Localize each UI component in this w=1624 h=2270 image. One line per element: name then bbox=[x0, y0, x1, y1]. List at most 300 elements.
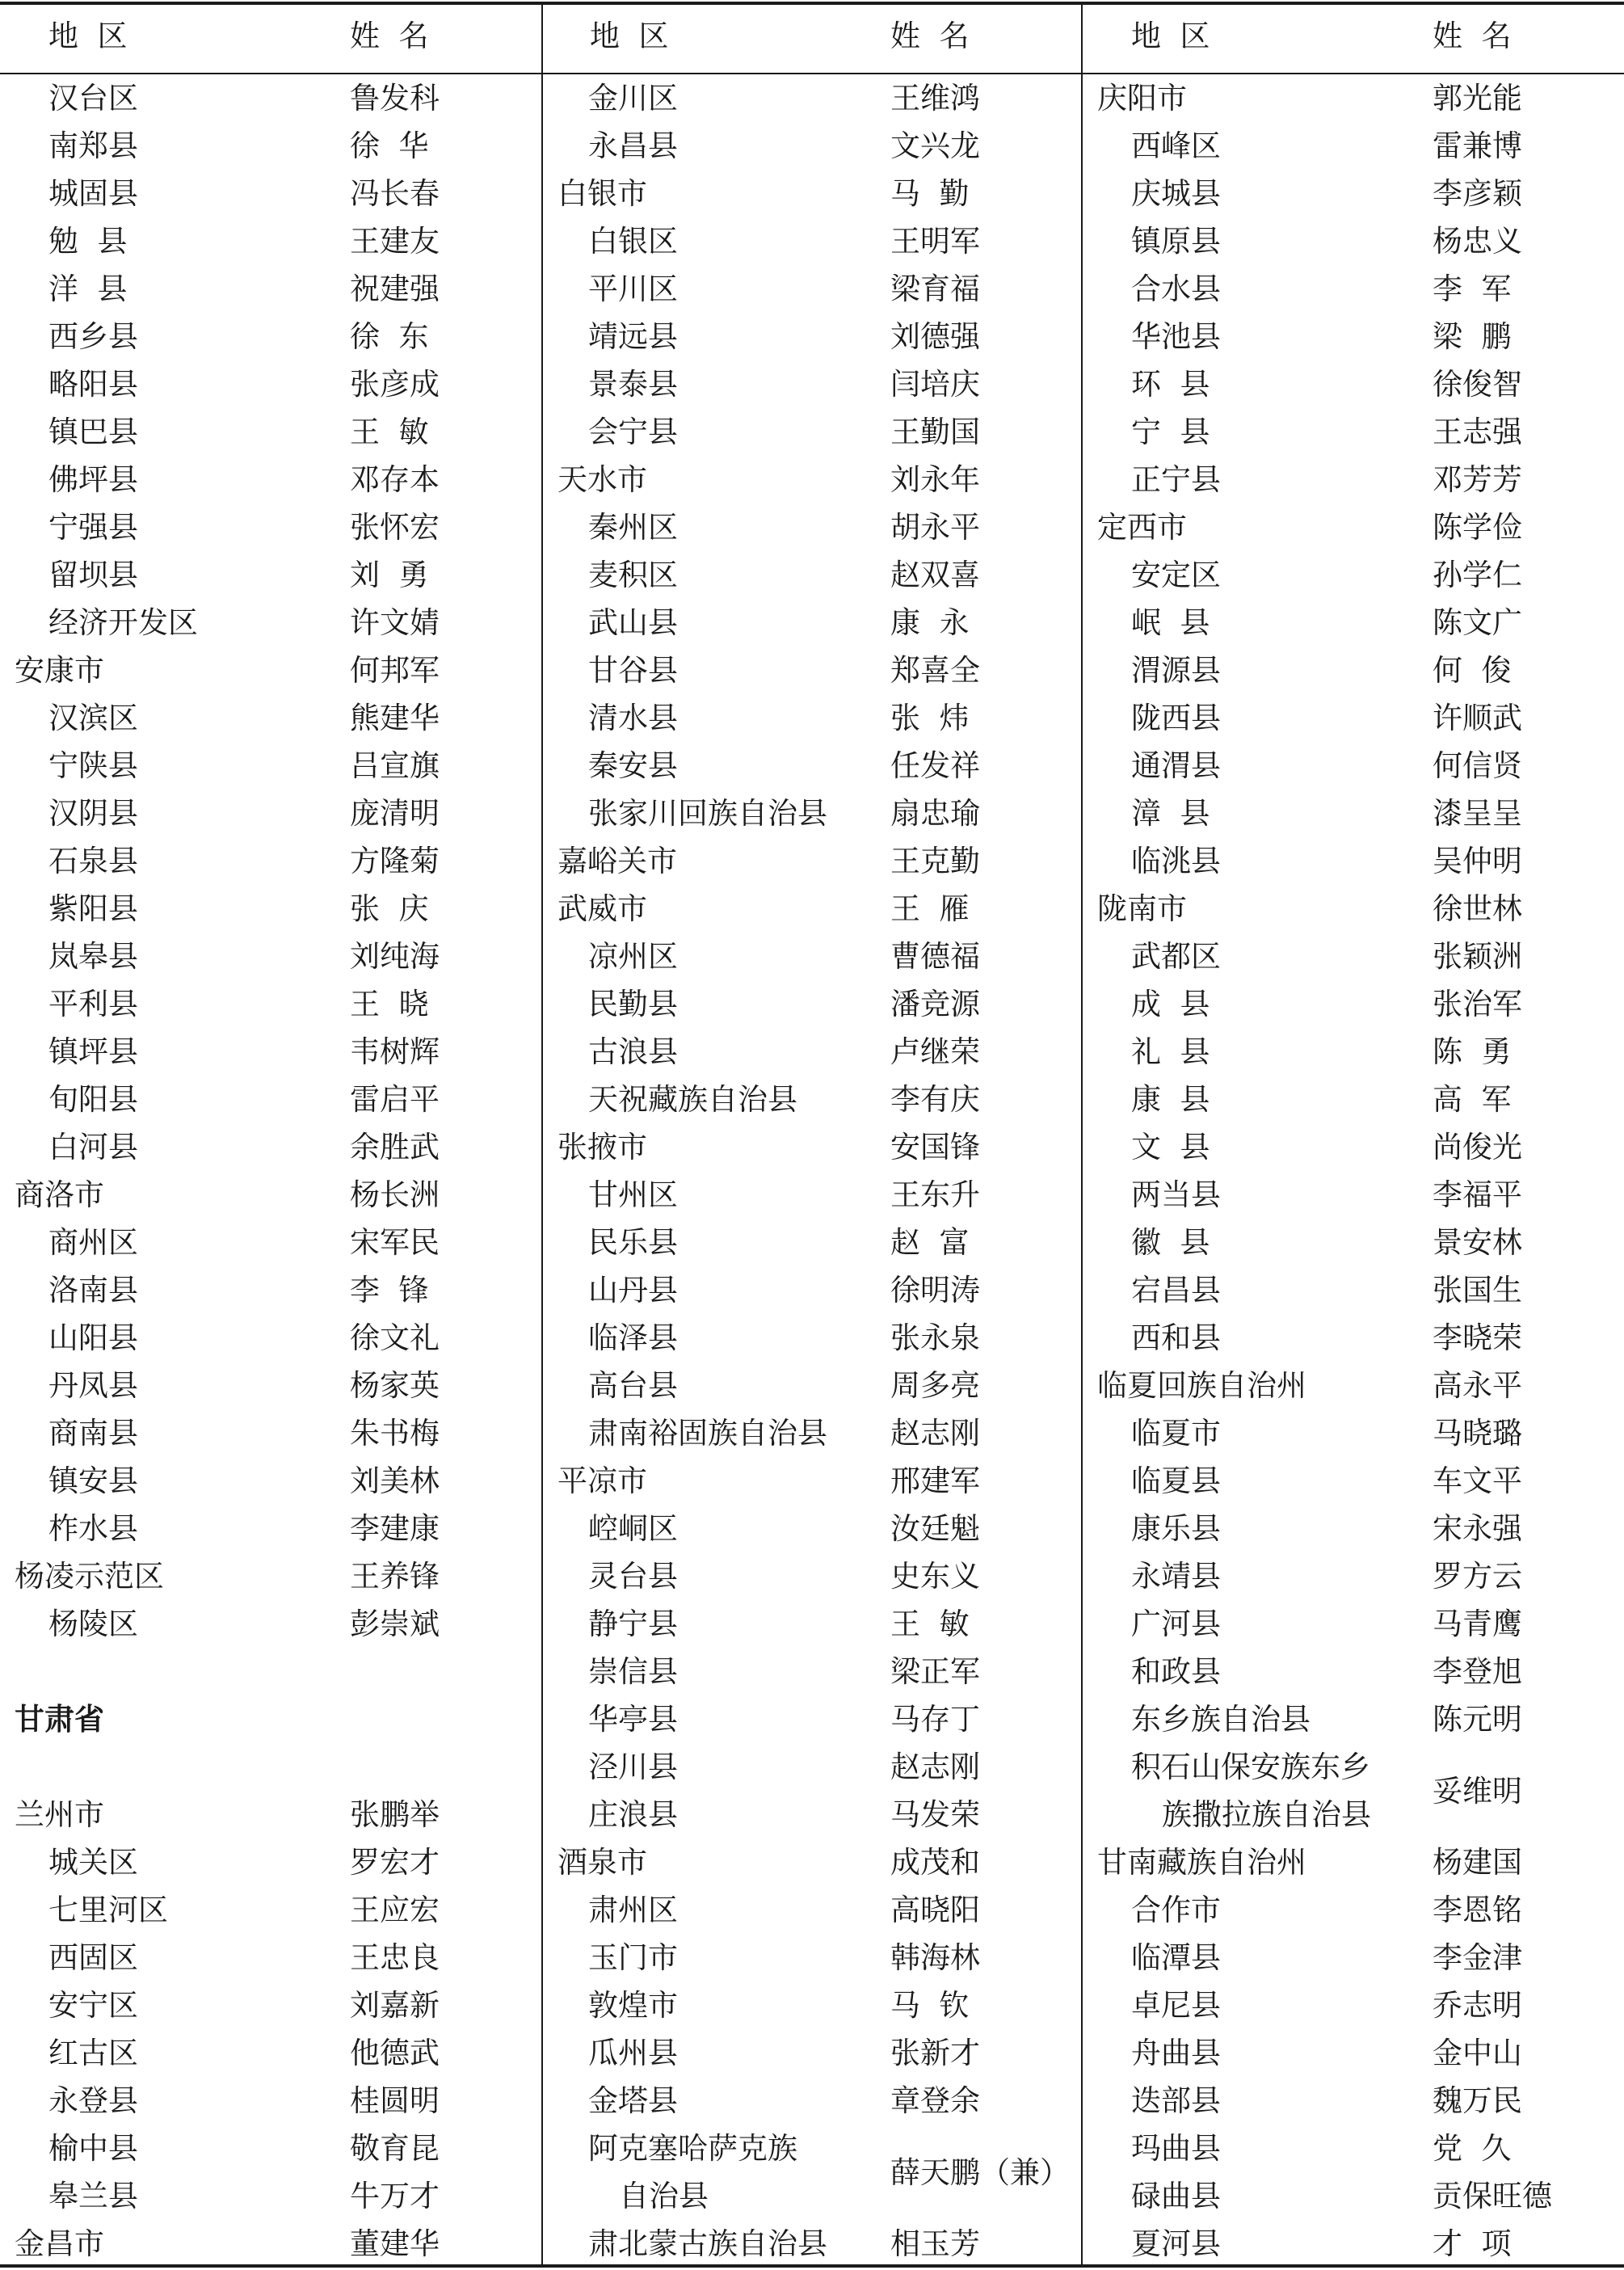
name-cell: 马存丁 bbox=[890, 1702, 980, 1737]
table-row bbox=[543, 599, 1076, 646]
table-top-rule bbox=[0, 2, 1624, 5]
region-cell: 康乐县 bbox=[1131, 1511, 1221, 1546]
name-cell: 张鹏举 bbox=[350, 1797, 440, 1832]
table-row bbox=[543, 313, 1076, 360]
name-cell: 许顺武 bbox=[1433, 701, 1522, 735]
table-row bbox=[0, 2077, 533, 2125]
region-cell: 夏河县 bbox=[1131, 2226, 1221, 2261]
region-cell: 山丹县 bbox=[588, 1273, 678, 1308]
region-cell: 丹凤县 bbox=[48, 1368, 138, 1403]
region-cell: 甘州区 bbox=[588, 1177, 678, 1212]
region-cell: 民勤县 bbox=[588, 987, 678, 1021]
table-row bbox=[1083, 217, 1616, 265]
table-row bbox=[543, 1982, 1076, 2029]
name-cell: 孙学仁 bbox=[1433, 558, 1522, 592]
region-cell: 正宁县 bbox=[1131, 462, 1221, 497]
region-cell: 临潭县 bbox=[1131, 1940, 1221, 1975]
region-cell: 静宁县 bbox=[588, 1607, 678, 1641]
table-row bbox=[543, 1934, 1076, 1982]
table-row bbox=[543, 790, 1076, 837]
region-cell: 华池县 bbox=[1131, 319, 1221, 354]
region-cell: 甘肃省 bbox=[15, 1701, 104, 1737]
table-row bbox=[1083, 1314, 1616, 1362]
name-cell: 刘 勇 bbox=[350, 558, 429, 592]
region-cell: 庆阳市 bbox=[1097, 81, 1187, 116]
table-row bbox=[0, 790, 533, 837]
table-row bbox=[1083, 742, 1616, 790]
table-row bbox=[0, 1457, 533, 1505]
region-cell: 定西市 bbox=[1097, 510, 1187, 545]
name-cell: 吴仲明 bbox=[1433, 844, 1522, 878]
table-row bbox=[543, 1409, 1076, 1457]
table-row bbox=[0, 1600, 533, 1648]
name-cell: 卢继荣 bbox=[890, 1034, 980, 1069]
region-cell: 平凉市 bbox=[557, 1463, 647, 1498]
table-row bbox=[0, 885, 533, 933]
header-name: 姓 名 bbox=[1433, 19, 1512, 53]
name-cell: 王建友 bbox=[350, 224, 440, 259]
region-cell: 泾川县 bbox=[588, 1750, 678, 1784]
table-row bbox=[1083, 790, 1616, 837]
table-row bbox=[1083, 551, 1616, 599]
region-cell: 宁 县 bbox=[1131, 415, 1210, 449]
name-cell: 马晓璐 bbox=[1433, 1416, 1522, 1451]
table-row bbox=[543, 1695, 1076, 1743]
table-row bbox=[0, 646, 533, 694]
table-row bbox=[1083, 1076, 1616, 1123]
name-cell: 李金津 bbox=[1433, 1940, 1522, 1975]
table-row bbox=[543, 2125, 1076, 2220]
region-cell: 两当县 bbox=[1131, 1177, 1221, 1212]
region-cell: 肃州区 bbox=[588, 1893, 678, 1927]
table-row bbox=[0, 313, 533, 360]
name-cell: 熊建华 bbox=[350, 701, 440, 735]
table-row bbox=[1083, 933, 1616, 980]
name-cell: 潘竞源 bbox=[890, 987, 980, 1021]
name-cell: 王勤国 bbox=[890, 415, 980, 449]
name-cell: 王 晓 bbox=[350, 987, 429, 1021]
region-cell: 环 县 bbox=[1131, 367, 1210, 402]
region-cell: 敦煌市 bbox=[588, 1988, 678, 2023]
name-cell: 文兴龙 bbox=[890, 128, 980, 163]
name-cell: 杨忠义 bbox=[1433, 224, 1522, 259]
name-cell: 王 雁 bbox=[890, 891, 970, 926]
name-cell: 赵志刚 bbox=[890, 1750, 980, 1784]
name-cell: 张彦成 bbox=[350, 367, 440, 402]
name-cell: 何 俊 bbox=[1433, 653, 1512, 688]
region-cell: 武都区 bbox=[1131, 939, 1221, 974]
name-cell: 邓芳芳 bbox=[1433, 462, 1522, 497]
region-cell: 杨陵区 bbox=[48, 1607, 138, 1641]
table-row bbox=[543, 217, 1076, 265]
region-cell: 汉滨区 bbox=[48, 701, 138, 735]
region-cell: 临夏县 bbox=[1131, 1463, 1221, 1498]
region-cell: 崆峒区 bbox=[588, 1511, 678, 1546]
table-row bbox=[543, 1552, 1076, 1600]
table-row bbox=[0, 837, 533, 885]
name-cell: 王志强 bbox=[1433, 415, 1522, 449]
table-row bbox=[543, 1171, 1076, 1219]
name-cell: 刘永年 bbox=[890, 462, 980, 497]
table-row bbox=[543, 74, 1076, 122]
name-cell: 周多亮 bbox=[890, 1368, 980, 1403]
table-row bbox=[543, 122, 1076, 170]
name-cell: 敬育昆 bbox=[350, 2131, 440, 2166]
region-cell: 白银区 bbox=[588, 224, 678, 259]
name-cell: 马 钦 bbox=[890, 1988, 970, 2023]
name-cell: 扇忠瑜 bbox=[890, 796, 980, 831]
name-cell: 金中山 bbox=[1433, 2036, 1522, 2070]
name-cell: 徐世林 bbox=[1433, 891, 1522, 926]
name-cell: 刘纯海 bbox=[350, 939, 440, 974]
region-cell: 镇坪县 bbox=[48, 1034, 138, 1069]
table-row bbox=[543, 456, 1076, 503]
name-cell: 祝建强 bbox=[350, 272, 440, 306]
name-cell: 漆呈呈 bbox=[1433, 796, 1522, 831]
region-cell: 广河县 bbox=[1131, 1607, 1221, 1641]
name-cell: 刘美林 bbox=[350, 1463, 440, 1498]
region-cell: 山阳县 bbox=[48, 1320, 138, 1355]
name-cell: 安国锋 bbox=[890, 1130, 980, 1164]
region-cell: 秦安县 bbox=[588, 748, 678, 783]
table-row bbox=[1083, 1600, 1616, 1648]
region-cell: 古浪县 bbox=[588, 1034, 678, 1069]
table-row bbox=[0, 360, 533, 408]
table-row bbox=[1083, 313, 1616, 360]
name-cell: 张永泉 bbox=[890, 1320, 980, 1355]
table-row bbox=[543, 1457, 1076, 1505]
table-row bbox=[543, 646, 1076, 694]
region-cell: 酒泉市 bbox=[557, 1845, 647, 1880]
table-row bbox=[0, 1314, 533, 1362]
table-row bbox=[1083, 980, 1616, 1028]
name-cell: 鲁发科 bbox=[350, 81, 440, 116]
table-row bbox=[1083, 456, 1616, 503]
name-cell: 张颖洲 bbox=[1433, 939, 1522, 974]
region-cell: 永登县 bbox=[48, 2083, 138, 2118]
region-cell: 麦积区 bbox=[588, 558, 678, 592]
table-row bbox=[1083, 599, 1616, 646]
table-row bbox=[0, 122, 533, 170]
name-cell: 徐文礼 bbox=[350, 1320, 440, 1355]
name-cell: 王应宏 bbox=[350, 1893, 440, 1927]
region-cell: 渭源县 bbox=[1131, 653, 1221, 688]
table-row bbox=[1083, 503, 1616, 551]
region-cell: 碌曲县 bbox=[1131, 2179, 1221, 2213]
region-cell: 镇原县 bbox=[1131, 224, 1221, 259]
table-row bbox=[1083, 885, 1616, 933]
region-cell: 卓尼县 bbox=[1131, 1988, 1221, 2023]
name-cell: 徐 华 bbox=[350, 128, 429, 163]
table-row bbox=[0, 1886, 533, 1934]
name-cell: 车文平 bbox=[1433, 1463, 1522, 1498]
region-cell: 安康市 bbox=[15, 653, 104, 688]
region-cell: 礼 县 bbox=[1131, 1034, 1210, 1069]
table-row bbox=[1083, 1266, 1616, 1314]
table-row bbox=[1083, 1409, 1616, 1457]
region-cell: 积石山保安族东乡 bbox=[1131, 1750, 1370, 1784]
table-row bbox=[0, 2172, 533, 2220]
region-cell: 崇信县 bbox=[588, 1654, 678, 1689]
table-row bbox=[543, 2029, 1076, 2077]
region-cell: 兰州市 bbox=[15, 1797, 104, 1832]
table-row bbox=[1083, 2077, 1616, 2125]
table-row bbox=[0, 2220, 533, 2268]
region-cell: 庄浪县 bbox=[588, 1797, 678, 1832]
name-cell: 史东义 bbox=[890, 1559, 980, 1594]
region-cell: 商南县 bbox=[48, 1416, 138, 1451]
name-cell: 乔志明 bbox=[1433, 1988, 1522, 2023]
name-cell: 梁正军 bbox=[890, 1654, 980, 1689]
table-row bbox=[543, 360, 1076, 408]
name-cell: 郭光能 bbox=[1433, 81, 1522, 116]
table-row bbox=[543, 1743, 1076, 1791]
table-row bbox=[1083, 2029, 1616, 2077]
name-cell: 郑喜全 bbox=[890, 653, 980, 688]
table-row bbox=[0, 265, 533, 313]
table-row bbox=[0, 1648, 533, 1695]
region-cell: 略阳县 bbox=[48, 367, 138, 402]
name-cell: 王 敏 bbox=[890, 1607, 970, 1641]
table-row bbox=[543, 1600, 1076, 1648]
name-cell: 刘嘉新 bbox=[350, 1988, 440, 2023]
table-row bbox=[0, 217, 533, 265]
name-cell: 王明军 bbox=[890, 224, 980, 259]
table-row bbox=[1083, 2220, 1616, 2268]
name-cell: 王养锋 bbox=[350, 1559, 440, 1594]
table-row bbox=[1083, 1886, 1616, 1934]
name-cell: 李 军 bbox=[1433, 272, 1512, 306]
region-cell: 金川区 bbox=[588, 81, 678, 116]
name-cell: 余胜武 bbox=[350, 1130, 440, 1164]
region-cell: 嘉峪关市 bbox=[557, 844, 677, 878]
region-cell: 石泉县 bbox=[48, 844, 138, 878]
region-cell: 金昌市 bbox=[15, 2226, 104, 2261]
name-cell: 马发荣 bbox=[890, 1797, 980, 1832]
region-cell: 西和县 bbox=[1131, 1320, 1221, 1355]
table-row bbox=[543, 1266, 1076, 1314]
table-row bbox=[0, 1028, 533, 1076]
table-row bbox=[543, 742, 1076, 790]
name-cell: 尚俊光 bbox=[1433, 1130, 1522, 1164]
table-row bbox=[0, 1219, 533, 1266]
name-cell: 张 炜 bbox=[890, 701, 970, 735]
table-row bbox=[1083, 694, 1616, 742]
region-cell: 清水县 bbox=[588, 701, 678, 735]
region-cell: 张家川回族自治县 bbox=[588, 796, 827, 831]
table-row bbox=[0, 1266, 533, 1314]
region-cell: 商洛市 bbox=[15, 1177, 104, 1212]
name-cell: 张治军 bbox=[1433, 987, 1522, 1021]
region-cell: 临洮县 bbox=[1131, 844, 1221, 878]
name-cell: 许文婧 bbox=[350, 605, 440, 640]
name-cell: 李恩铭 bbox=[1433, 1893, 1522, 1927]
header-name: 姓 名 bbox=[890, 19, 970, 53]
table-row bbox=[0, 1934, 533, 1982]
region-cell: 通渭县 bbox=[1131, 748, 1221, 783]
table-row bbox=[0, 742, 533, 790]
region-cell: 永昌县 bbox=[588, 128, 678, 163]
region-cell: 城关区 bbox=[48, 1845, 138, 1880]
region-cell: 南郑县 bbox=[48, 128, 138, 163]
table-row bbox=[543, 694, 1076, 742]
region-cell: 经济开发区 bbox=[48, 605, 198, 640]
table-row bbox=[0, 1982, 533, 2029]
table-row bbox=[1083, 1743, 1616, 1838]
name-cell: 牛万才 bbox=[350, 2179, 440, 2213]
name-cell: 高永平 bbox=[1433, 1368, 1522, 1403]
table-row bbox=[543, 1791, 1076, 1838]
region-cell: 杨凌示范区 bbox=[15, 1559, 164, 1594]
name-cell: 马青鹰 bbox=[1433, 1607, 1522, 1641]
name-cell: 胡永平 bbox=[890, 510, 980, 545]
name-cell: 邢建军 bbox=[890, 1463, 980, 1498]
table-row bbox=[543, 408, 1076, 456]
name-cell: 梁 鹏 bbox=[1433, 319, 1512, 354]
province-heading bbox=[0, 1695, 533, 1743]
name-cell: 汝廷魁 bbox=[890, 1511, 980, 1546]
table-row bbox=[543, 551, 1076, 599]
table-row bbox=[0, 933, 533, 980]
name-cell: 王维鸿 bbox=[890, 81, 980, 116]
table-row bbox=[1083, 1219, 1616, 1266]
table-row bbox=[0, 1076, 533, 1123]
region-cell: 合水县 bbox=[1131, 272, 1221, 306]
region-cell: 勉 县 bbox=[48, 224, 128, 259]
region-cell: 镇安县 bbox=[48, 1463, 138, 1498]
table-row bbox=[1083, 1982, 1616, 2029]
name-cell: 桂圆明 bbox=[350, 2083, 440, 2118]
name-cell: 雷启平 bbox=[350, 1082, 440, 1117]
region-cell: 宁陕县 bbox=[48, 748, 138, 783]
table-row bbox=[0, 1362, 533, 1409]
region-cell: 安宁区 bbox=[48, 1988, 138, 2023]
table-row bbox=[1083, 1123, 1616, 1171]
table-row bbox=[1083, 1552, 1616, 1600]
name-cell: 康 永 bbox=[890, 605, 970, 640]
region-cell: 武山县 bbox=[588, 605, 678, 640]
name-cell: 张新才 bbox=[890, 2036, 980, 2070]
name-cell: 何信贤 bbox=[1433, 748, 1522, 783]
region-cell: 汉台区 bbox=[48, 81, 138, 116]
region-cell: 陇西县 bbox=[1131, 701, 1221, 735]
table-row bbox=[1083, 1362, 1616, 1409]
name-cell: 杨建国 bbox=[1433, 1845, 1522, 1880]
table-row bbox=[0, 1838, 533, 1886]
name-cell: 陈元明 bbox=[1433, 1702, 1522, 1737]
name-cell: 陈学俭 bbox=[1433, 510, 1522, 545]
name-cell: 李登旭 bbox=[1433, 1654, 1522, 1689]
name-cell: 王 敏 bbox=[350, 415, 429, 449]
region-cell: 平川区 bbox=[588, 272, 678, 306]
table-row bbox=[0, 1409, 533, 1457]
table-row bbox=[1083, 1171, 1616, 1219]
name-cell: 赵双喜 bbox=[890, 558, 980, 592]
region-cell: 岚皋县 bbox=[48, 939, 138, 974]
region-cell: 陇南市 bbox=[1097, 891, 1187, 926]
table-row bbox=[1083, 2125, 1616, 2172]
table-row bbox=[543, 933, 1076, 980]
name-cell: 王忠良 bbox=[350, 1940, 440, 1975]
name-cell: 成茂和 bbox=[890, 1845, 980, 1880]
name-cell: 雷兼博 bbox=[1433, 128, 1522, 163]
region-cell: 宕昌县 bbox=[1131, 1273, 1221, 1308]
region-cell: 民乐县 bbox=[588, 1225, 678, 1260]
region-cell: 东乡族自治县 bbox=[1131, 1702, 1311, 1737]
table-row bbox=[543, 265, 1076, 313]
table-row bbox=[0, 599, 533, 646]
table-row bbox=[0, 170, 533, 217]
table-row bbox=[543, 1076, 1076, 1123]
table-row bbox=[0, 74, 533, 122]
table-row bbox=[0, 503, 533, 551]
region-cell: 玛曲县 bbox=[1131, 2131, 1221, 2166]
region-cell: 甘谷县 bbox=[588, 653, 678, 688]
table-row bbox=[543, 1219, 1076, 1266]
region-cell: 平利县 bbox=[48, 987, 138, 1021]
table-row bbox=[543, 1314, 1076, 1362]
region-cell-continued: 自治县 bbox=[619, 2179, 709, 2213]
region-cell: 庆城县 bbox=[1131, 176, 1221, 211]
region-cell: 肃北蒙古族自治县 bbox=[588, 2226, 827, 2261]
table-row bbox=[543, 1362, 1076, 1409]
name-cell: 陈文广 bbox=[1433, 605, 1522, 640]
region-cell: 汉阴县 bbox=[48, 796, 138, 831]
region-cell: 阿克塞哈萨克族 bbox=[588, 2131, 797, 2166]
region-cell: 永靖县 bbox=[1131, 1559, 1221, 1594]
header-name: 姓 名 bbox=[350, 19, 429, 53]
name-cell: 相玉芳 bbox=[890, 2226, 980, 2261]
table-row bbox=[543, 1028, 1076, 1076]
table-row bbox=[1083, 1838, 1616, 1886]
name-cell: 魏万民 bbox=[1433, 2083, 1522, 2118]
table-row bbox=[1083, 1695, 1616, 1743]
name-cell: 邓存本 bbox=[350, 462, 440, 497]
region-cell: 凉州区 bbox=[588, 939, 678, 974]
table-row bbox=[543, 1648, 1076, 1695]
name-cell: 景安林 bbox=[1433, 1225, 1522, 1260]
region-cell: 旬阳县 bbox=[48, 1082, 138, 1117]
name-cell: 高晓阳 bbox=[890, 1893, 980, 1927]
region-cell: 洋 县 bbox=[48, 272, 128, 306]
name-cell: 梁育福 bbox=[890, 272, 980, 306]
region-cell: 西峰区 bbox=[1131, 128, 1221, 163]
table-row bbox=[1083, 837, 1616, 885]
name-cell: 张 庆 bbox=[350, 891, 429, 926]
region-cell: 天水市 bbox=[557, 462, 647, 497]
region-cell: 城固县 bbox=[48, 176, 138, 211]
region-cell: 岷 县 bbox=[1131, 605, 1210, 640]
region-cell: 瓜州县 bbox=[588, 2036, 678, 2070]
table-row bbox=[543, 2077, 1076, 2125]
table-row bbox=[543, 837, 1076, 885]
name-cell: 党 久 bbox=[1433, 2131, 1512, 2166]
table-row bbox=[0, 1791, 533, 1838]
header-region: 地 区 bbox=[48, 19, 128, 53]
name-cell: 王东升 bbox=[890, 1177, 980, 1212]
name-cell: 韩海林 bbox=[890, 1940, 980, 1975]
name-cell: 朱书梅 bbox=[350, 1416, 440, 1451]
region-cell: 白银市 bbox=[557, 176, 647, 211]
name-cell: 薛天鹏（兼） bbox=[890, 2154, 1070, 2190]
name-cell: 董建华 bbox=[350, 2226, 440, 2261]
table-row bbox=[543, 2220, 1076, 2268]
table-row bbox=[0, 2125, 533, 2172]
table-row bbox=[543, 1505, 1076, 1552]
table-row bbox=[0, 408, 533, 456]
name-cell: 李 锋 bbox=[350, 1273, 429, 1308]
region-cell: 文 县 bbox=[1131, 1130, 1210, 1164]
